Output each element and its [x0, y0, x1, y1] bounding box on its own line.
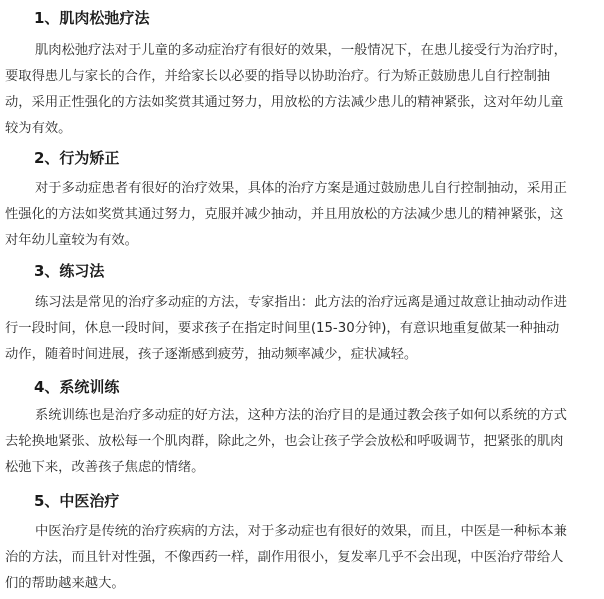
- paragraph-line: 对年幼儿童较为有效。: [5, 233, 138, 248]
- section-paragraph: [5, 403, 598, 481]
- paragraph-line: 治的方法，而且针对性强，不像西药一样，副作用很小，复发率几乎不会出现，中医治疗带给人: [5, 550, 564, 565]
- section-paragraph: [5, 519, 598, 597]
- paragraph-line: 肌肉松弛疗法对于儿童的多动症治疗有很好的效果，一般情况下，在患儿接受行为治疗时，: [35, 43, 567, 58]
- section-heading: 5、中医治疗: [34, 492, 120, 510]
- section-heading: 3、练习法: [34, 262, 105, 280]
- paragraph-line: 们的帮助越来越大。: [5, 576, 125, 591]
- paragraph-line: 动，采用正性强化的方法如奖赏其通过努力，用放松的方法减少患儿的精神紧张，这对年幼儿童: [5, 95, 564, 110]
- section-heading: 2、行为矫正: [34, 149, 120, 167]
- paragraph-line: 性强化的方法如奖赏其通过努力，克服并减少抽动，并且用放松的方法减少患儿的精神紧张，这: [5, 207, 564, 222]
- paragraph-line: 练习法是常见的治疗多动症的方法，专家指出：此方法的治疗远离是通过故意让抽动动作进: [35, 295, 567, 310]
- paragraph-line: 较为有效。: [5, 121, 72, 136]
- paragraph-line: 动作，随着时间进展，孩子逐渐感到疲劳，抽动频率减少，症状减轻。: [5, 347, 418, 362]
- section-heading: 4、系统训练: [34, 378, 120, 396]
- paragraph-line: 系统训练也是治疗多动症的好方法，这种方法的治疗目的是通过教会孩子如何以系统的方式: [35, 408, 567, 423]
- section-paragraph: [5, 176, 598, 254]
- paragraph-line: 要取得患儿与家长的合作，并给家长以必要的指导以协助治疗。行为矫正鼓励患儿自行控制抽: [5, 69, 551, 84]
- paragraph-line: 对于多动症患者有很好的治疗效果，具体的治疗方案是通过鼓励患儿自行控制抽动，采用正: [35, 181, 567, 196]
- section-heading: 1、肌肉松弛疗法: [34, 9, 150, 27]
- section-paragraph: [5, 290, 598, 368]
- section-paragraph: [5, 38, 598, 142]
- paragraph-line: 松弛下来，改善孩子焦虑的情绪。: [5, 460, 205, 475]
- paragraph-line: 行一段时间，休息一段时间，要求孩子在指定时间里(15-30分钟)，有意识地重复做某一种抽动: [5, 321, 560, 336]
- paragraph-line: 去轮换地紧张、放松每一个肌肉群，除此之外，也会让孩子学会放松和呼吸调节，把紧张的肌肉: [5, 434, 564, 449]
- paragraph-line: 中医治疗是传统的治疗疾病的方法，对于多动症也有很好的效果，而且，中医是一种标本兼: [35, 524, 567, 539]
